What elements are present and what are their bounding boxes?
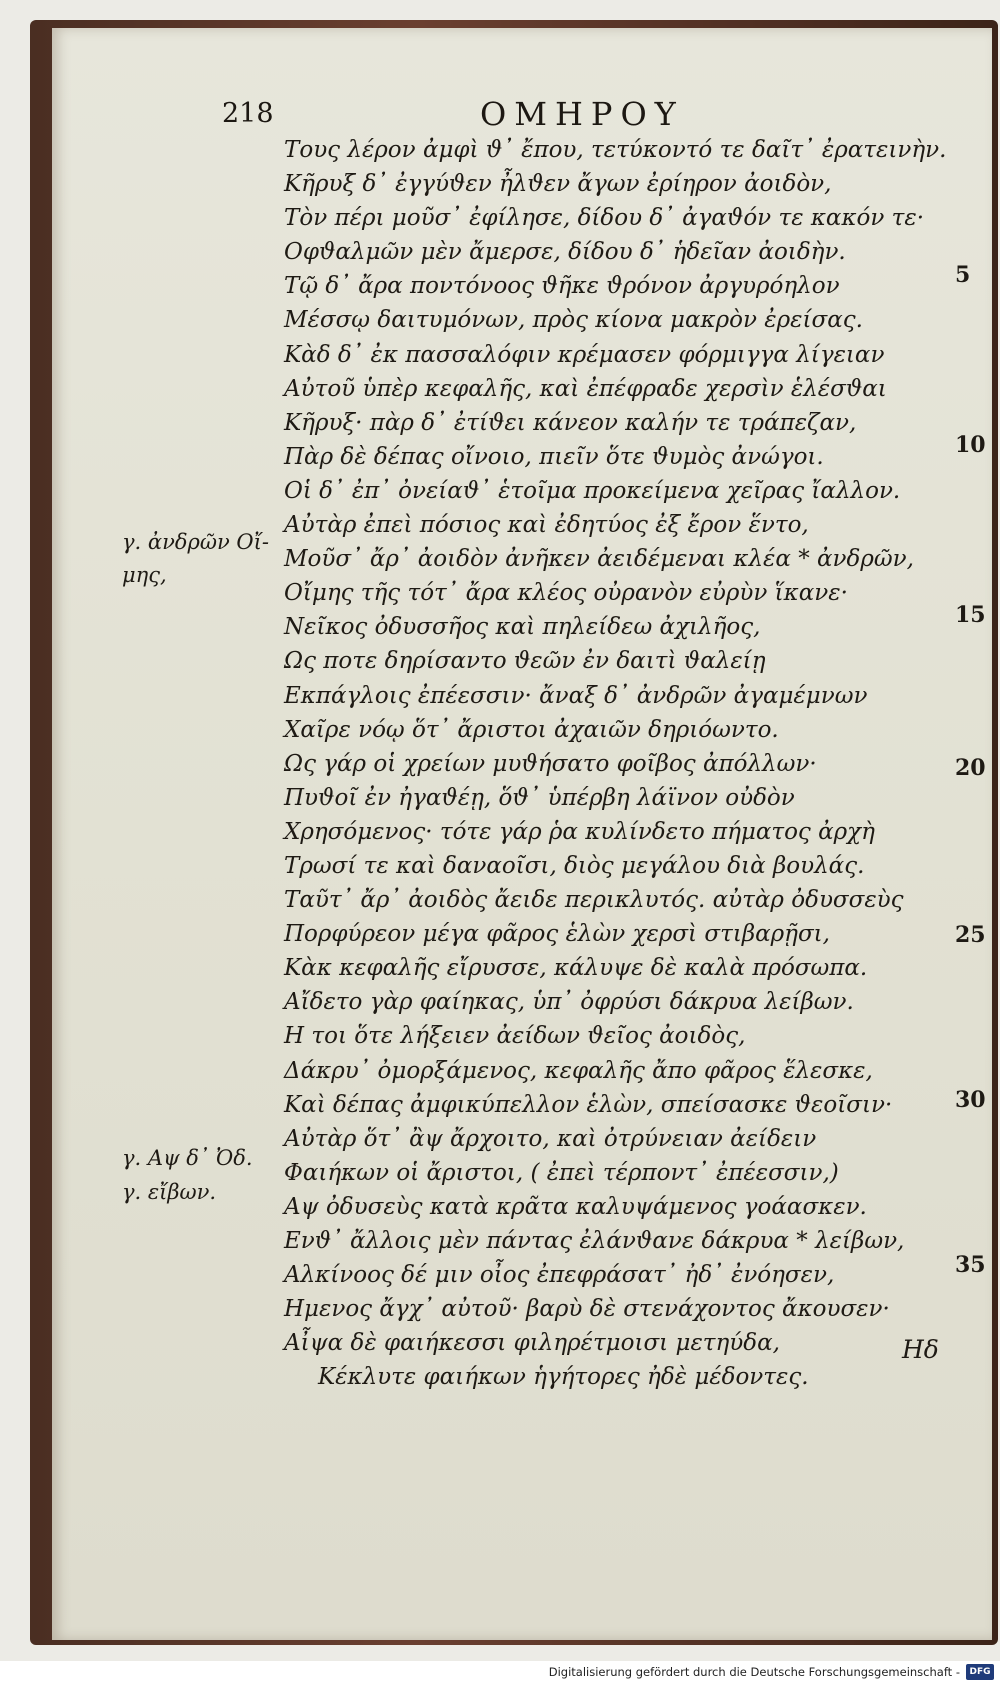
verse-line: Χαῖρε νόῳ ὅτ᾽ ἄριστοι ἀχαιῶν δηριόωντο. [284,716,779,743]
running-head: ΟΜΗΡΟΥ [480,95,684,133]
verse-line: Ως γάρ οἱ χρείων μυϑήσατο φοῖβος ἀπόλλων· [284,750,817,777]
verse-line: Τρωσί τε καὶ δαναοῖσι, διὸς μεγάλου διὰ βουλάς. [284,852,865,879]
verse-line: Πὰρ δὲ δέπας οἴνοιο, πιεῖν ὅτε ϑυμὸς ἀνώγοι. [284,443,824,470]
verse-line: Ως ποτε δηρίσαντο ϑεῶν ἐν δαιτὶ ϑαλείῃ [284,648,766,675]
verse-line: Κέκλυτε φαιήκων ἡγήτορες ἠδὲ μέδοντες. [318,1364,809,1391]
verse-line: Καὶ δέπας ἀμφικύπελλον ἑλὼν, σπείσασκε ϑεοῖσιν· [284,1091,893,1118]
verse-line: Κῆρυξ· πὰρ δ᾽ ἐτίϑει κάνεον καλήν τε τράπεζαν, [284,409,857,436]
verse-line: Οἱ δ᾽ ἐπ᾽ ὀνείαϑ᾽ ἑτοῖμα προκείμενα χεῖρας ἴαλλον. [284,477,901,504]
verse-line: Αψ ὀδυσεὺς κατὰ κρᾶτα καλυψάμενος γοάασκεν. [284,1193,867,1220]
digitization-footer [0,1661,1000,1687]
verse-line: Αἶψα δὲ φαιήκεσσι φιληρέτμοισι μετηύδα, [284,1330,780,1357]
verse-line: Κῆρυξ δ᾽ ἐγγύϑεν ἦλϑεν ἄγων ἐρίηρον ἀοιδὸν, [284,171,832,198]
marginal-note: μης, [122,563,167,587]
line-number: 15 [955,602,986,628]
verse-line: Πυϑοῖ ἐν ἠγαϑέῃ, ὅϑ᾽ ὑπέρβη λάϊνον οὐδὸν [284,784,795,811]
page-number: 218 [222,98,274,129]
verse-line: Αὐτοῦ ὑπὲρ κεφαλῆς, καὶ ἐπέφραδε χερσὶν ἑλέσϑαι [284,375,887,402]
verse-line: Τῷ δ᾽ ἄρα ποντόνοος ϑῆκε ϑρόνον ἀργυρόηλον [284,273,840,300]
verse-line: Νεῖκος ὀδυσσῆος καὶ πηλείδεω ἀχιλῆος, [284,614,761,641]
footer-credit: Digitalisierung gefördert durch die Deutsche Forschungsgemeinschaft - [548,1665,960,1679]
line-number: 25 [955,922,986,948]
verse-line: Μοῦσ᾽ ἄρ᾽ ἀοιδὸν ἀνῆκεν ἀειδέμεναι κλέα * ἀνδρῶν, [284,546,914,573]
verse-block [284,133,947,1394]
verse-line: Αὐτὰρ ἐπεὶ πόσιος καὶ ἐδητύος ἐξ ἔρον ἕντο, [284,512,809,539]
verse-line: Ημενος ἄγχ᾽ αὐτοῦ· βαρὺ δὲ στενάχοντος ἄκουσεν· [284,1296,890,1323]
line-number: 5 [955,262,971,288]
catchword: Ηδ [902,1335,939,1364]
verse-line: Εκπάγλοις ἐπέεσσιν· ἄναξ δ᾽ ἀνδρῶν ἀγαμέμνων [284,682,868,709]
verse-line: Πορφύρεον μέγα φᾶρος ἑλὼν χερσὶ στιβαρῇσι, [284,921,830,948]
line-number: 20 [955,755,986,781]
verse-line: Οἴμης τῆς τότ᾽ ἄρα κλέος οὐρανὸν εὐρὺν ἵκανε· [284,580,848,607]
verse-line: Αὐτὰρ ὅτ᾽ ἂψ ἄρχοιτο, καὶ ὀτρύνειαν ἀείδειν [284,1125,817,1152]
verse-line: Οφϑαλμῶν μὲν ἄμερσε, δίδου δ᾽ ἡδεῖαν ἀοιδὴν. [284,239,846,266]
verse-line: Κὰκ κεφαλῆς εἴρυσσε, κάλυψε δὲ καλὰ πρόσωπα. [284,955,868,982]
verse-line: Χρησόμενος· τότε γάρ ῥα κυλίνδετο πήματος ἀρχὴ [284,818,875,845]
verse-line: Αἴδετο γὰρ φαίηκας, ὑπ᾽ ὀφρύσι δάκρυα λείβων. [284,989,854,1016]
marginal-note: γ. ἀνδρῶν Οἴ- [122,530,269,554]
verse-line: Ενϑ᾽ ἄλλοις μὲν πάντας ἐλάνϑανε δάκρυα * λείβων, [284,1228,905,1254]
verse-line: Μέσσῳ δαιτυμόνων, πρὸς κίονα μακρὸν ἐρείσας. [284,307,863,334]
verse-line: Αλκίνοος δέ μιν οἶος ἐπεφράσατ᾽ ἠδ᾽ ἐνόησεν, [284,1262,835,1289]
verse-line: Δάκρυ᾽ ὀμορξάμενος, κεφαλῆς ἄπο φᾶρος ἕλεσκε, [284,1057,873,1084]
verse-line: Ταῦτ᾽ ἄρ᾽ ἀοιδὸς ἄειδε περικλυτός. αὐτὰρ ὀδυσσεὺς [284,887,904,914]
line-number: 10 [955,432,986,458]
marginal-note: γ. εἴβων. [122,1180,217,1204]
line-number: 35 [955,1252,986,1278]
marginal-note: γ. Αψ δ᾽ Ὀδ. [122,1146,253,1170]
verse-line: Τους λέρον ἀμφὶ ϑ᾽ ἔπου, τετύκοντό τε δαῖτ᾽ ἐρατεινὴν. [284,137,947,163]
verse-line: Τὸν πέρι μοῦσ᾽ ἐφίλησε, δίδου δ᾽ ἀγαϑόν τε κακόν τε· [284,205,925,232]
line-number: 30 [955,1087,986,1113]
verse-line: Η τοι ὅτε λήξειεν ἀείδων ϑεῖος ἀοιδὸς, [284,1023,746,1050]
dfg-logo-icon: DFG [966,1664,994,1680]
verse-line: Κὰδ δ᾽ ἐκ πασσαλόφιν κρέμασεν φόρμιγγα λίγειαν [284,341,885,368]
verse-line: Φαιήκων οἱ ἄριστοι, ( ἐπεὶ τέρποντ᾽ ἐπέεσσιν,) [284,1159,839,1186]
